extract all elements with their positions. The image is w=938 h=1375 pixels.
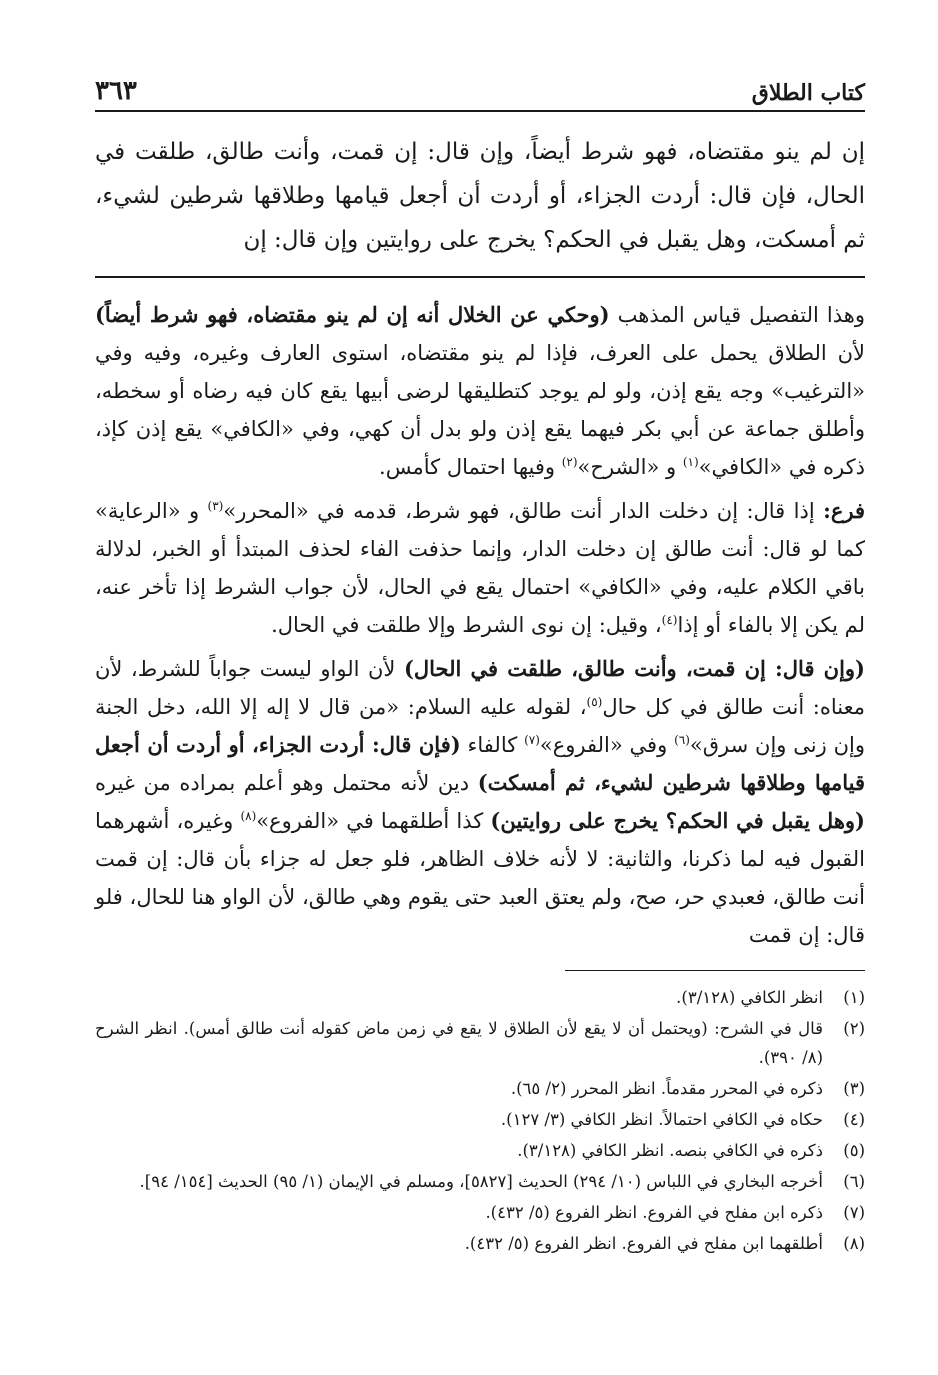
bold-label: فرع: (823, 498, 865, 523)
footnote-ref: (٧) (524, 733, 540, 747)
bold-quote: (وإن قال: إن قمت، وأنت طالق، طلقت في الحال) (403, 656, 865, 681)
footnote-ref: (٢) (561, 455, 578, 469)
footnote-number: (٥) (843, 1141, 865, 1160)
footnote-number: (٤) (843, 1110, 865, 1129)
page-number: ٣٦٣ (95, 76, 147, 106)
page (95, 60, 865, 1260)
footnote-ref: (٦) (674, 733, 690, 747)
footnotes (95, 983, 865, 1258)
text-run: ، لقوله عليه السلام: «من قال لا إله إلا الله، دخل الجنة وإن زنى وإن سرق» (95, 695, 866, 757)
text-run: وفيها احتمال كأمس. (379, 455, 562, 479)
text-run: و «الرعاية» كما لو قال: أنت طالق إن دخلت الدار، وإنما حذفت الفاء لحذف المبتدأ أو الخبر، لدلالة باقي الكلام عليه، وفي «الكافي» احتمال يقع في الحال، لأن جواب الشرط إذا تأخر عنه، لم يكن إلا بالفاء أو إذا (95, 499, 865, 637)
footnote (95, 1229, 865, 1258)
footnote (95, 983, 865, 1012)
commentary-paragraph-2 (95, 492, 865, 644)
matn-text: إن لم ينو مقتضاه، فهو شرط أيضاً، وإن قال: إن قمت، وأنت طالق، طلقت في الحال، فإن قال: أردت الجزاء، أو أردت أن أجعل قيامها وطلاقها شرطين لشيء، ثم أمسكت، وهل يقبل في الحكم؟ يخرج على روايتين وإن قال: إن (95, 139, 865, 253)
footnote-number: (٦) (843, 1172, 865, 1191)
text-run: لأن الطلاق يحمل على العرف، فإذا لم ينو مقتضاه، استوى العارف وغيره، وفيه وفي «الترغيب» وجه يقع إذن، ولو لم يوجد كتطليقها لرضى أبيها يقع كان فيه رضاه أو سخطه، وأطلق جماعة عن أبي بكر فيهما يقع إذن ولو بدل أن كهي، وفي «الكافي» يقع إذن كإذ، ذكره في «الكافي» (95, 341, 865, 479)
text-run: لأن الواو ليست جواباً للشرط، لأن معناه: أنت طالق في كل حال (95, 657, 865, 719)
running-header (95, 60, 865, 112)
footnote-ref: (١) (682, 455, 699, 469)
text-run: وغيره، أشهرهما القبول فيه لما ذكرنا، والثانية: لا لأنه خلاف الظاهر، فلو جعل له جزاء بأن قال: إن قمت أنت طالق، فعبدي حر، صح، ولم يعتق العبد حتى يقوم وهي طالق، لأن الواو هنا للحال، فلو قال: إن قمت (95, 809, 865, 947)
footnote-divider (565, 970, 865, 971)
commentary-paragraph-3 (95, 650, 865, 954)
footnote-ref: (٥) (586, 695, 603, 709)
commentary-paragraph-1 (95, 296, 865, 486)
bold-quote: (وهل يقبل في الحكم؟ يخرج على روايتين) (490, 808, 865, 833)
footnote (95, 1105, 865, 1134)
footnote-ref: (٣) (207, 499, 224, 513)
footnote (95, 1074, 865, 1103)
bold-quote: (وحكي عن الخلال أنه إن لم ينو مقتضاه، فهو شرط أيضاً) (95, 302, 610, 327)
footnote-number: (٧) (843, 1203, 865, 1222)
footnote (95, 1198, 865, 1227)
book-title: كتاب الطلاق (742, 80, 865, 106)
text-run: و «الشرح» (577, 455, 683, 479)
text-run: كذا أطلقهما في «الفروع» (256, 809, 491, 833)
commentary (95, 296, 865, 954)
footnote-text: أطلقهما ابن مفلح في الفروع. انظر الفروع (٥/ ٤٣٢). (464, 1234, 823, 1253)
text-run: دين لأنه محتمل وهو أعلم بمراده من غيره (95, 771, 478, 795)
text-run: كالفاء (460, 733, 525, 757)
footnote-number: (٣) (843, 1079, 865, 1098)
footnote-text: ذكره في المحرر مقدماً. انظر المحرر (٢/ ٦٥). (510, 1079, 823, 1098)
footnote-text: أخرجه البخاري في اللباس (١٠/ ٢٩٤) الحديث [٥٨٢٧]، ومسلم في الإيمان (١/ ٩٥) الحديث [١٥٤/ ٩٤]. (139, 1172, 823, 1191)
footnote-text: حكاه في الكافي احتمالاً. انظر الكافي (٣/ ١٢٧). (500, 1110, 823, 1129)
text-run: إذا قال: إن دخلت الدار أنت طالق، فهو شرط، قدمه في «المحرر» (223, 499, 824, 523)
footnote-number: (٨) (843, 1234, 865, 1253)
matn-divider (95, 276, 865, 278)
footnote-number: (٢) (843, 1019, 865, 1038)
footnote (95, 1014, 865, 1072)
text-run: وهذا التفصيل قياس المذهب (609, 303, 865, 327)
footnote (95, 1136, 865, 1165)
footnote-text: ذكره في الكافي بنصه. انظر الكافي (٣/١٢٨). (517, 1141, 823, 1160)
bold-quote: (فإن قال: أردت الجزاء، أو أردت أن أجعل قيامها وطلاقها شرطين لشيء، ثم أمسكت) (95, 732, 865, 795)
footnote-ref: (٨) (240, 809, 257, 823)
footnote-text: قال في الشرح: (ويحتمل أن لا يقع لأن الطلاق لا يقع في زمن ماض كقوله أنت طالق أمس). انظر الشرح (٨/ ٣٩٠). (95, 1019, 823, 1067)
footnote-number: (١) (843, 988, 865, 1007)
footnote-text: ذكره ابن مفلح في الفروع. انظر الفروع (٥/ ٤٣٢). (485, 1203, 823, 1222)
footnote (95, 1167, 865, 1196)
text-run: ، وقيل: إن نوى الشرط وإلا طلقت في الحال. (271, 613, 662, 637)
footnote-text: انظر الكافي (٣/١٢٨). (676, 988, 823, 1007)
footnote-ref: (٤) (661, 613, 678, 627)
text-run: وفي «الفروع» (539, 733, 675, 757)
